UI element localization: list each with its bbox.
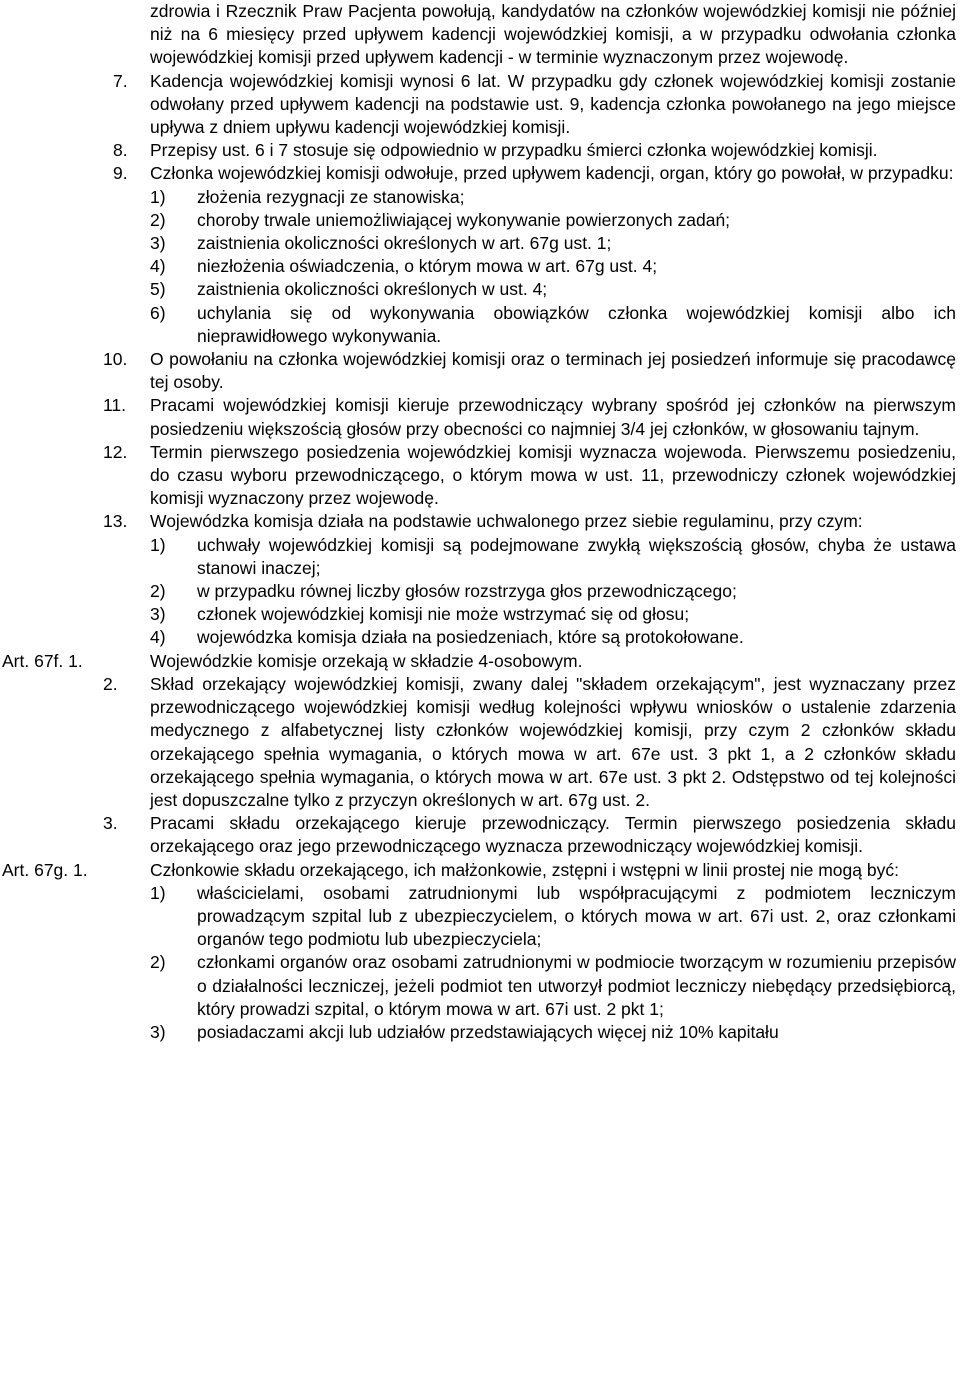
list-item-number: 1)	[150, 534, 166, 555]
list-item-text: zaistnienia okoliczności określonych w ust. 4;	[197, 279, 548, 300]
section-10	[0, 348, 956, 394]
section-number: 2.	[103, 673, 118, 694]
list-item	[150, 534, 956, 580]
list-item-number: 3)	[150, 233, 166, 254]
list-item-text: w przypadku równej liczby głosów rozstrzyga głos przewodniczącego;	[197, 581, 737, 602]
section-12	[0, 441, 956, 511]
article-67f-section-1	[0, 650, 956, 673]
section-text: Członkowie składu orzekającego, ich małżonkowie, zstępni i wstępni w linii prostej nie mogą być:	[150, 859, 899, 880]
list-item	[150, 255, 956, 278]
list-item-text: zaistnienia okoliczności określonych w art. 67g ust. 1;	[197, 233, 612, 254]
list-item	[150, 302, 956, 348]
list-item-text: choroby trwale uniemożliwiającej wykonywanie powierzonych zadań;	[197, 209, 731, 230]
list-item-number: 4)	[150, 627, 166, 648]
list-item-text: właścicielami, osobami zatrudnionymi lub współpracującymi z podmiotem leczniczym prowadzącym szpital lub z ubezpieczycielem, o których mowa w art. 67i ust. 2, oraz członkami organów tego podmiotu lub ubezpieczyciela;	[197, 882, 956, 950]
list-item	[150, 580, 956, 603]
article-67g-section-1	[0, 859, 956, 1045]
section-number: 12.	[103, 441, 128, 462]
list-item-number: 3)	[150, 1021, 166, 1042]
section-text: Kadencja wojewódzkiej komisji wynosi 6 lat. W przypadku gdy członek wojewódzkiej komisji zostanie odwołany przed upływem kadencji na podstawie ust. 9, kadencja członka powołanego na jego miejsce upływa z dniem upływu kadencji wojewódzkiej komisji.	[150, 70, 956, 138]
section-number: 11.	[103, 395, 127, 416]
section-number: 3.	[103, 813, 118, 834]
list-item-number: 4)	[150, 256, 166, 277]
section-text: Skład orzekający wojewódzkiej komisji, zwany dalej "składem orzekającym", jest wyznaczany przez przewodniczącego wojewódzkiej komisji według kolejności wpływu wniosków o ustalenie zdarzenia medycznego z alfabetycznej listy członków wojewódzkiej komisji, przy czym 2 członków składu orzekającego spełnia wymagania, o których mowa w art. 67e ust. 3 pkt 1, a 2 członków składu orzekającego spełnia wymagania, o których mowa w art. 67e ust. 3 pkt 2. Odstępstwo od tej kolejności jest dopuszczalne tylko z przyczyn określonych w art. 67g ust. 2.	[150, 673, 956, 810]
paragraph-continuation	[0, 0, 956, 70]
section-number: 13.	[103, 511, 128, 532]
article-heading: Art. 67f. 1.	[2, 650, 83, 671]
list-item-number: 1)	[150, 882, 166, 903]
list-item-number: 5)	[150, 279, 166, 300]
section-7	[0, 70, 956, 140]
section-number: 9.	[113, 163, 128, 184]
list-item-text: wojewódzka komisja działa na posiedzeniach, które są protokołowane.	[197, 627, 744, 648]
list-item	[150, 209, 956, 232]
article-67f-section-2	[0, 673, 956, 812]
section-text: O powołaniu na członka wojewódzkiej komisji oraz o terminach jej posiedzeń informuje się pracodawcę tej osoby.	[150, 349, 956, 393]
article-heading: Art. 67g. 1.	[2, 859, 88, 880]
section-11	[0, 394, 956, 440]
section-text: Pracami składu orzekającego kieruje przewodniczący. Termin pierwszego posiedzenia składu orzekającego oraz jego przewodniczącego wyznacza przewodniczący wojewódzkiej komisji.	[150, 813, 956, 857]
section-text: Termin pierwszego posiedzenia wojewódzkiej komisji wyznacza wojewoda. Pierwszemu posiedzeniu, do czasu wyboru przewodniczącego, o którym mowa w ust. 11, przewodniczy członek wojewódzkiej komisji wyznaczony przez wojewodę.	[150, 441, 956, 509]
list-item	[150, 951, 956, 1021]
section-8	[0, 139, 956, 162]
list-item-number: 6)	[150, 302, 166, 323]
section-number: 7.	[113, 70, 128, 91]
list-item-text: członek wojewódzkiej komisji nie może wstrzymać się od głosu;	[197, 604, 690, 625]
list-item-text: uchwały wojewódzkiej komisji są podejmowane zwykłą większością głosów, chyba że ustawa stanowi inaczej;	[197, 534, 956, 578]
section-text: Członka wojewódzkiej komisji odwołuje, przed upływem kadencji, organ, który go powołał, w przypadku:	[150, 163, 954, 184]
list-item-text: uchylania się od wykonywania obowiązków członka wojewódzkiej komisji albo ich nieprawidłowego wykonywania.	[197, 302, 956, 346]
section-text: Pracami wojewódzkiej komisji kieruje przewodniczący wybrany spośród jej członków na pierwszym posiedzeniu większością głosów przy obecności co najmniej 3/4 jej członków, w głosowaniu tajnym.	[150, 395, 956, 439]
section-9	[0, 162, 956, 348]
article-67f-section-3	[0, 812, 956, 858]
list-item	[150, 1021, 956, 1044]
list-item-number: 2)	[150, 581, 166, 602]
section-text: Wojewódzka komisja działa na podstawie uchwalonego przez siebie regulaminu, przy czym:	[150, 511, 863, 532]
list-item-number: 2)	[150, 952, 166, 973]
section-number: 8.	[113, 140, 128, 161]
section-13	[0, 510, 956, 649]
list-item	[150, 603, 956, 626]
list-item-text: członkami organów oraz osobami zatrudnionymi w podmiocie tworzącym w rozumieniu przepisów o działalności leczniczej, jeżeli podmiot ten utworzył podmiot leczniczy niebędący przedsiębiorcą, który prowadzi szpital, o którym mowa w art. 67i ust. 2 pkt 1;	[197, 952, 956, 1019]
section-text: Przepisy ust. 6 i 7 stosuje się odpowiednio w przypadku śmierci członka wojewódzkiej komisji.	[150, 140, 878, 161]
list-item	[150, 278, 956, 301]
list-item-text: posiadaczami akcji lub udziałów przedstawiających więcej niż 10% kapitału	[197, 1021, 779, 1042]
section-number: 10.	[103, 349, 128, 370]
list-item	[150, 626, 956, 649]
list-item	[150, 186, 956, 209]
list-item-number: 3)	[150, 604, 166, 625]
paragraph-text: zdrowia i Rzecznik Praw Pacjenta powołują, kandydatów na członków wojewódzkiej komisji nie później niż na 6 miesięcy przed upływem kadencji wojewódzkiej komisji, a w przypadku odwołania członka wojewódzkiej komisji przed upływem kadencji - w terminie wyznaczonym przez wojewodę.	[150, 1, 956, 68]
section-text: Wojewódzkie komisje orzekają w składzie 4-osobowym.	[150, 650, 583, 671]
list-item	[150, 882, 956, 952]
list-item-number: 2)	[150, 209, 166, 230]
list-item-number: 1)	[150, 186, 166, 207]
list-item-text: złożenia rezygnacji ze stanowiska;	[197, 186, 465, 207]
list-item-text: niezłożenia oświadczenia, o którym mowa w art. 67g ust. 4;	[197, 256, 658, 277]
list-item	[150, 232, 956, 255]
